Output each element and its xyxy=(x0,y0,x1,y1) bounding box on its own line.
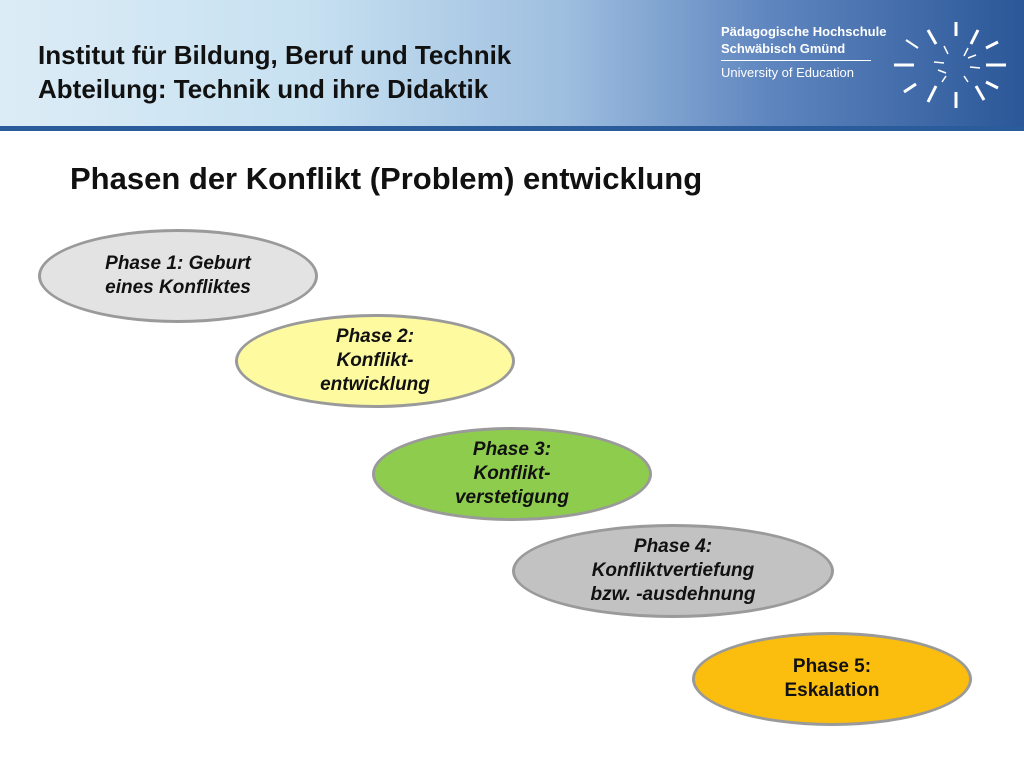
slide-title: Phasen der Konflikt (Problem) entwicklung xyxy=(70,161,703,196)
phase-4-line-2: Konfliktvertiefung xyxy=(591,560,755,581)
university-tagline: University of Education xyxy=(721,65,854,80)
phase-5-ellipse xyxy=(692,632,972,726)
phase-2-ellipse xyxy=(235,314,515,408)
phase-2-line-3: entwicklung xyxy=(320,374,430,395)
phase-3-ellipse xyxy=(372,427,652,521)
university-divider xyxy=(721,60,871,61)
phase-3-line-3: verstetigung xyxy=(454,487,570,508)
phase-1-line-2: eines Konfliktes xyxy=(105,277,251,298)
phase-3-line-1: Phase 3: xyxy=(472,439,552,460)
phase-2-line-2: Konflikt- xyxy=(336,350,414,371)
phase-4-line-1: Phase 4: xyxy=(633,536,713,557)
phase-5-line-2: Eskalation xyxy=(784,680,880,701)
phase-1-ellipse xyxy=(38,229,318,323)
university-sunburst-logo xyxy=(888,18,1008,113)
phase-4-ellipse xyxy=(512,524,834,618)
phase-4-line-3: bzw. -ausdehnung xyxy=(590,584,756,605)
institute-name: Institut für Bildung, Beruf und Technik xyxy=(38,40,512,70)
phase-1-line-1: Phase 1: Geburt xyxy=(105,253,251,274)
department-name: Abteilung: Technik und ihre Didaktik xyxy=(38,74,489,104)
university-name-line1: Pädagogische Hochschule xyxy=(721,24,887,39)
header-rule xyxy=(0,126,1024,131)
phase-3-line-2: Konflikt- xyxy=(473,463,551,484)
phase-5-line-1: Phase 5: xyxy=(792,656,872,677)
phase-2-line-1: Phase 2: xyxy=(335,326,415,347)
university-name-line2: Schwäbisch Gmünd xyxy=(721,41,846,56)
